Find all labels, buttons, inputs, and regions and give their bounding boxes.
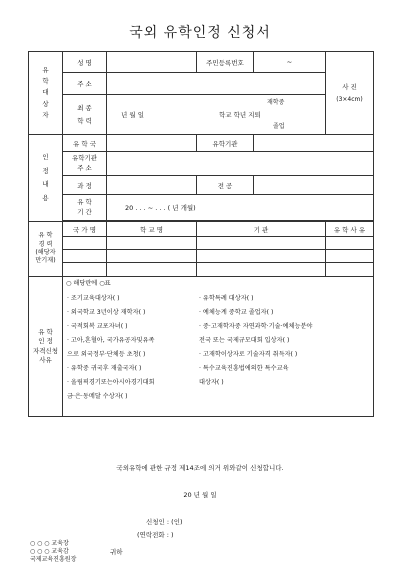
application-date: 20 년 월 일	[183, 491, 217, 499]
rrn-label: 주민등록번호	[197, 52, 254, 73]
rrn-field[interactable]	[254, 52, 326, 73]
history-col-institution: 기 관	[197, 222, 326, 237]
reason-option[interactable]: · 외국학교 3년이상 재학자( )	[67, 309, 146, 316]
applicant-section-label: 유 학 대 상 자	[29, 52, 63, 135]
institution-label: 유학기관	[197, 135, 254, 152]
major-label: 전 공	[197, 176, 254, 195]
period-label: 유 학 기 간	[63, 195, 107, 221]
reason-option[interactable]: · 올림픽경기또는아시아경기대회	[67, 379, 155, 386]
history-cell[interactable]	[326, 250, 374, 263]
period-field[interactable]: 20 . . . ~ . . . ( 년 개월)	[107, 195, 374, 221]
photo-label: 사 진	[342, 82, 357, 91]
reason-option[interactable]: · 고아,혼혈아, 국가유공자및유족	[67, 337, 155, 344]
education-date: 년 월 일	[121, 111, 144, 119]
addressee-line-1: ○ ○ ○ 교육장	[30, 540, 69, 547]
history-col-reason: 유 학 사 유	[326, 222, 374, 237]
education-school: 학교 학년 지퇴	[219, 111, 261, 119]
major-field[interactable]	[254, 176, 374, 195]
reason-option[interactable]: 금·은·동메달 수상자( )	[67, 393, 128, 400]
rrn-separator: ~	[286, 58, 293, 66]
reason-option[interactable]: · 유학중 귀국후 재출국자( )	[67, 365, 142, 372]
course-field[interactable]	[107, 176, 197, 195]
photo-box	[326, 52, 374, 135]
history-col-country: 국 가 명	[63, 222, 107, 237]
form-title: 국외 유학인정 신청서	[129, 25, 271, 41]
history-cell[interactable]	[107, 263, 197, 277]
reason-section-label: 유 학 인 정 자격신청 사유	[29, 277, 63, 417]
history-cell[interactable]	[107, 237, 197, 250]
history-cell[interactable]	[197, 237, 326, 250]
reason-option[interactable]: · 유학특례 대상자( )	[199, 295, 254, 302]
reason-option[interactable]: · 특수교육진흥법에의한 특수교육	[199, 365, 289, 372]
reason-option[interactable]: · 고재학이상자로 기술자격 취득자( )	[199, 351, 298, 358]
addressee-suffix: 귀하	[110, 548, 123, 556]
education-label: 최 종 학 력	[63, 95, 107, 135]
history-cell[interactable]	[63, 263, 107, 277]
declaration-text: 국외유학에 관한 규정 제14조에 의거 위와같이 신청합니다.	[116, 464, 284, 472]
contact-phone-line[interactable]: (연락전화 : )	[137, 531, 174, 539]
reason-box	[63, 277, 374, 417]
status-enrolled: 재학중	[267, 99, 285, 106]
reason-option[interactable]: 으로 외국정부·단체등 초청( )	[67, 351, 146, 358]
status-graduated: 졸업	[273, 123, 285, 130]
course-label: 과 정	[63, 176, 107, 195]
addressee-line-2: ○ ○ ○ 교육감	[30, 548, 69, 555]
address-label: 주 소	[63, 73, 107, 95]
history-cell[interactable]	[326, 263, 374, 277]
history-section-label: 유 학 경 력 (해당자 만기재)	[29, 222, 63, 277]
application-form-table	[28, 51, 374, 417]
approval-section-label: 인 정 내 용	[29, 135, 63, 222]
history-cell[interactable]	[326, 237, 374, 250]
name-field[interactable]	[107, 52, 197, 73]
reason-option[interactable]: · 조기교육대상자( )	[67, 295, 120, 302]
history-col-school: 학 교 명	[107, 222, 197, 237]
photo-size: (3×4cm)	[336, 95, 363, 103]
reason-header: ○ 해당란에 ○표	[66, 280, 111, 287]
institution-field[interactable]	[254, 135, 374, 152]
history-cell[interactable]	[197, 263, 326, 277]
name-label: 성 명	[63, 52, 107, 73]
reason-option[interactable]: · 중·고재학자중 자연과학·기술·예체능분야	[199, 323, 313, 330]
history-cell[interactable]	[63, 237, 107, 250]
applicant-signature-line[interactable]: 신청인 : (인)	[146, 518, 183, 526]
country-label: 유 학 국	[63, 135, 107, 152]
reason-option[interactable]: · 예체능계 중학교 졸업자( )	[199, 309, 274, 316]
institution-address-label: 유학기관 주 소	[63, 152, 107, 176]
institution-address-field[interactable]	[107, 152, 374, 176]
reason-option[interactable]: 전국 또는 국제규모대회 입상자( )	[199, 337, 290, 344]
history-cell[interactable]	[107, 250, 197, 263]
addressee-line-3: 국제교육진흥원장	[30, 556, 77, 563]
country-field[interactable]	[107, 135, 197, 152]
reason-option[interactable]: · 국적회복 교포자녀( )	[67, 323, 128, 330]
history-cell[interactable]	[63, 250, 107, 263]
reason-option[interactable]: 대상자( )	[199, 379, 224, 386]
history-cell[interactable]	[197, 250, 326, 263]
education-field[interactable]	[107, 95, 326, 135]
address-field[interactable]	[107, 73, 326, 95]
